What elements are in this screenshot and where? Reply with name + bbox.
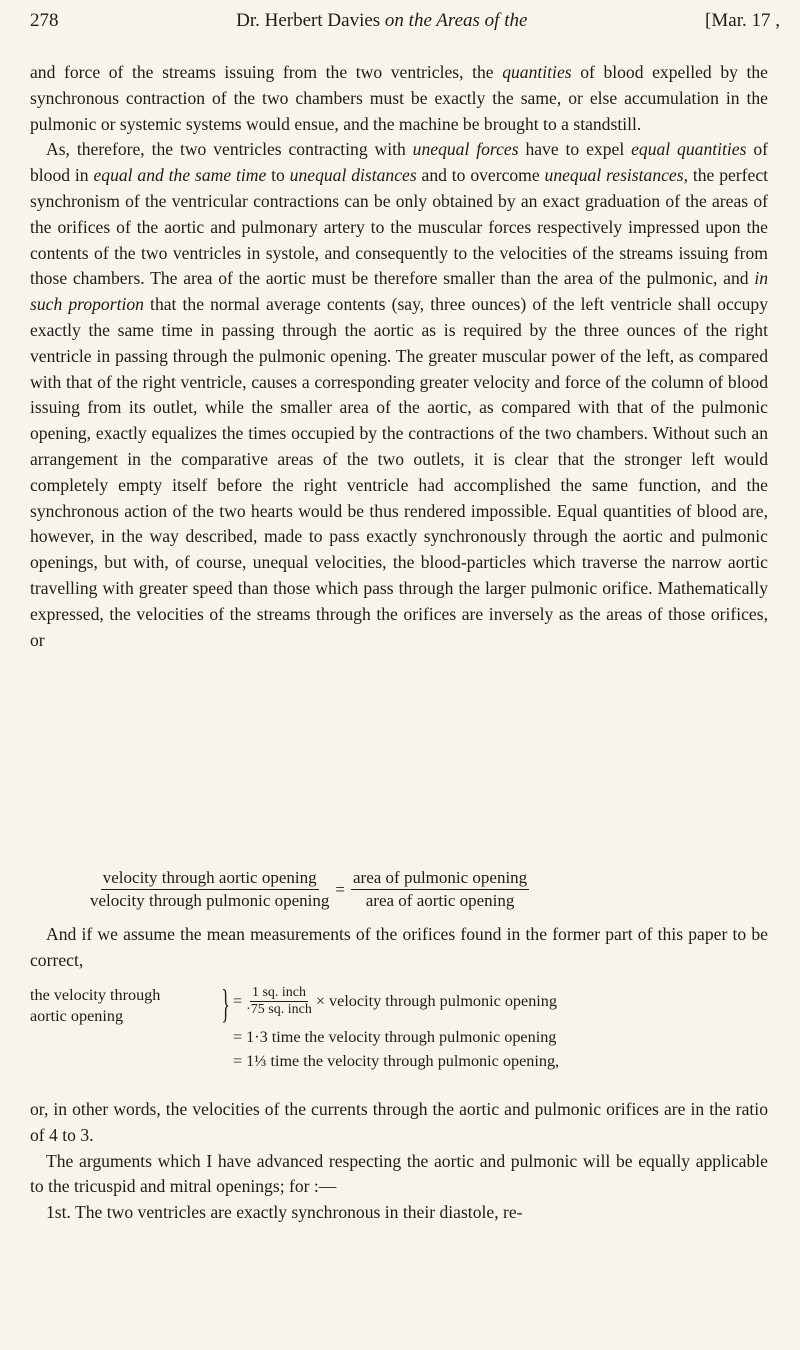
area-fraction bbox=[351, 868, 529, 911]
formula-result-decimal: = 1·3 time the velocity through pulmonic opening bbox=[233, 1028, 557, 1046]
issue-date: [Mar. 17 , bbox=[705, 10, 780, 31]
velocity-ratio-equation bbox=[90, 868, 529, 911]
fraction-denominator: velocity through pulmonic opening bbox=[90, 891, 330, 910]
paragraph-assumption: And if we assume the mean measurements of the orifices found in the former part of this paper to be correct, bbox=[30, 924, 768, 970]
closing-text bbox=[30, 1097, 768, 1226]
journal-page bbox=[30, 0, 780, 1350]
article-title-fragment: on the Areas of the bbox=[384, 10, 528, 31]
formula-left-side: the velocity through aortic opening bbox=[30, 986, 161, 1025]
page-number: 278 bbox=[30, 10, 59, 31]
velocity-fraction bbox=[90, 868, 329, 911]
right-brace-icon: } bbox=[221, 981, 230, 1026]
formula-result-fraction: = 1⅓ time the velocity through pulmonic opening, bbox=[233, 1052, 560, 1070]
paragraph-argument: As, therefore, the two ventricles contracting with unequal forces have to expel equal quantities of blood in equal and the same time to unequal distances and to overcome unequal resistances, the perfect synchronism of the ventricular contractions can be only obtained by an exact graduation of the areas of the orifices of the aortic and pulmonary artery to the muscular forces respectively impressed upon the contents of the two ventricles in systole, and consequently to the velocities of the streams issuing from those chambers. The area of the aortic must be therefore smaller than the area of the pulmonic, and in such proportion that the normal average contents (say, three ounces) of the left ventricle shall occupy exactly the same time in passing through the aortic as is required by the three ounces of the right ventricle in passing through the pulmonic opening. The greater muscular power of the left, as compared with that of the right ventricle, causes a corresponding greater velocity and force of the column of blood issuing from its outlet, while the smaller area of the aortic, as compared with that of the pulmonic opening, exactly equalizes the times occupied by the contractions of the two chambers. Without such an arrangement in the comparative areas of the two outlets, it is clear that the stronger left would completely empty itself before the right ventricle had accomplished the same function, and the synchronous action of the two hearts would be thus rendered impossible. Equal quantities of blood are, however, in the way described, made to pass exactly synchronously through the aortic and pulmonic openings, but with, of course, unequal velocities, the blood-particles which traverse the narrow aortic travelling with greater speed than those which pass through the larger pulmonic orifice. Mathematically expressed, the velocities of the streams through the orifices are inversely as the areas of those orifices, or bbox=[30, 139, 769, 650]
area-ratio-fraction: $\frac{\text{1 sq. inch}}{\text{·75 sq. inch}}$ bbox=[246, 985, 312, 1017]
fraction-denominator: area of aortic opening bbox=[365, 891, 515, 910]
paragraph-continuation: and force of the streams issuing from the two ventricles, the quantities of blood expelled by the synchronous contraction of the two chambers must be exactly the same, or else accumulation in the pulmonic or systemic systems would ensue, and the machine be brought to a standstill. bbox=[30, 62, 768, 134]
formula-right-side: = $\frac{\text{1 sq. inch}}{\text{·75 sq. inch}}$ × velocity through pulmonic opening bbox=[233, 985, 557, 1017]
running-header bbox=[30, 10, 780, 32]
equals-sign: = bbox=[335, 879, 345, 899]
paragraph-arguments: The arguments which I have advanced respecting the aortic and pulmonic will be equally applicable to the tricuspid and mitral openings; for :— bbox=[30, 1150, 768, 1197]
main-text bbox=[30, 60, 768, 653]
fraction-numerator: area of pulmonic opening bbox=[351, 868, 529, 890]
author-name: Dr. Herbert Davies bbox=[236, 10, 381, 31]
fraction-numerator: velocity through aortic opening bbox=[101, 868, 319, 890]
running-title bbox=[236, 10, 527, 32]
paragraph-ratio: or, in other words, the velocities of the currents through the aortic and pulmonic orifices are in the ratio of 4 to 3. bbox=[30, 1099, 768, 1145]
paragraph-first-point: 1st. The two ventricles are exactly synchronous in their diastole, re- bbox=[46, 1202, 523, 1223]
